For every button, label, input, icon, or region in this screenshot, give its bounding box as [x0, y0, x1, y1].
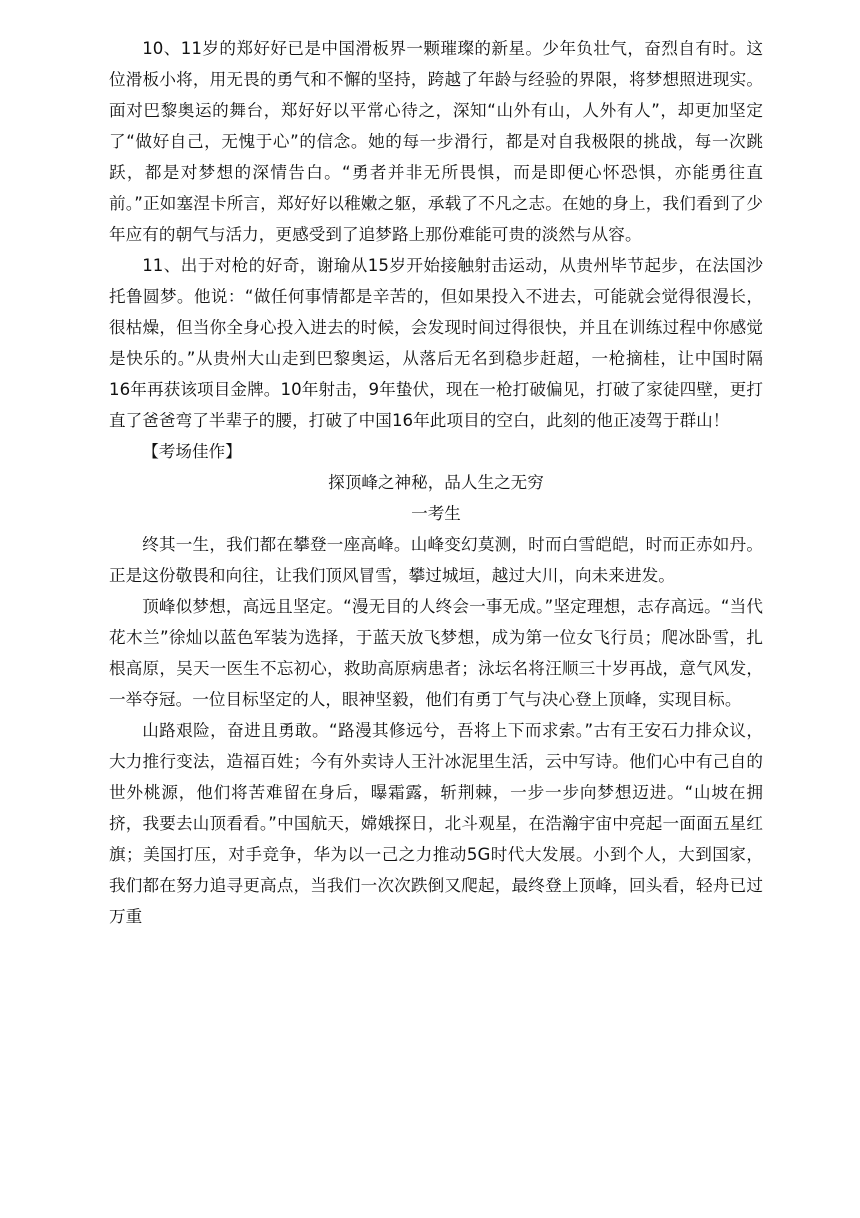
essay-paragraph-2: 顶峰似梦想，高远且坚定。“漫无目的人终会一事无成。”坚定理想，志存高远。“当代花木兰”徐灿以蓝色军装为选择，于蓝天放飞梦想，成为第一位女飞行员；爬冰卧雪，扎根高原，吴天一医生不忘初心，救助高原病患者；泳坛名将汪顺三十岁再战，意气风发，一举夺冠。一位目标坚定的人，眼神坚毅，他们有勇丁气与决心登上顶峰，实现目标。: [109, 597, 763, 709]
paragraph-xie-yu: 11、出于对枪的好奇，谢瑜从15岁开始接触射击运动，从贵州毕节起步，在法国沙托鲁圆梦。他说：“做任何事情都是辛苦的，但如果投入不进去，可能就会觉得很漫长，很枯燥，但当你全身心投入进去的时候，会发现时间过得很快，并且在训练过程中你感觉是快乐的。”从贵州大山走到巴黎奥运，从落后无名到稳步赶超，一枪摘桂，让中国时隔16年再获该项目金牌。10年射击，9年蛰伏，现在一枪打破偏见，打破了家徒四壁，更打直了爸爸弯了半辈子的腰，打破了中国16年此项目的空白，此刻的他正凌驾于群山！: [109, 256, 763, 430]
section-heading: 【考场佳作】: [142, 442, 242, 461]
essay-author: 一考生: [411, 504, 461, 523]
essay-title: 探顶峰之神秘，品人生之无穷: [328, 473, 544, 492]
document-page: [109, 33, 763, 932]
paragraph-zheng-haohao: 10、11岁的郑好好已是中国滑板界一颗璀璨的新星。少年负壮气，奋烈自有时。这位滑板小将，用无畏的勇气和不懈的坚持，跨越了年龄与经验的界限，将梦想照进现实。面对巴黎奥运的舞台，郑好好以平常心待之，深知“山外有山，人外有人”，却更加坚定了“做好自己，无愧于心”的信念。她的每一步滑行，都是对自我极限的挑战，每一次跳跃，都是对梦想的深情告白。“勇者并非无所畏惧，而是即便心怀恐惧，亦能勇往直前。”正如塞涅卡所言，郑好好以稚嫩之躯，承载了不凡之志。在她的身上，我们看到了少年应有的朝气与活力，更感受到了追梦路上那份难能可贵的淡然与从容。: [109, 39, 763, 244]
essay-paragraph-1: 终其一生，我们都在攀登一座高峰。山峰变幻莫测，时而白雪皑皑，时而正赤如丹。正是这份敬畏和向往，让我们顶风冒雪，攀过城垣，越过大川，向未来进发。: [109, 535, 763, 585]
essay-paragraph-3: 山路艰险，奋进且勇敢。“路漫其修远兮，吾将上下而求索。”古有王安石力排众议，大力推行变法，造福百姓；今有外卖诗人王汁冰泥里生活，云中写诗。他们心中有己自的世外桃源，他们将苦难留在身后，曝霜露，斩荆棘，一步一步向梦想迈进。“山坡在拥挤，我要去山顶看看。”中国航天，嫦娥探日，北斗观星，在浩瀚宇宙中亮起一面面五星红旗；美国打压，对手竞争，华为以一己之力推动5G时代大发展。小到个人，大到国家，我们都在努力追寻更高点，当我们一次次跌倒又爬起，最终登上顶峰，回头看，轻舟已过万重: [109, 721, 763, 926]
